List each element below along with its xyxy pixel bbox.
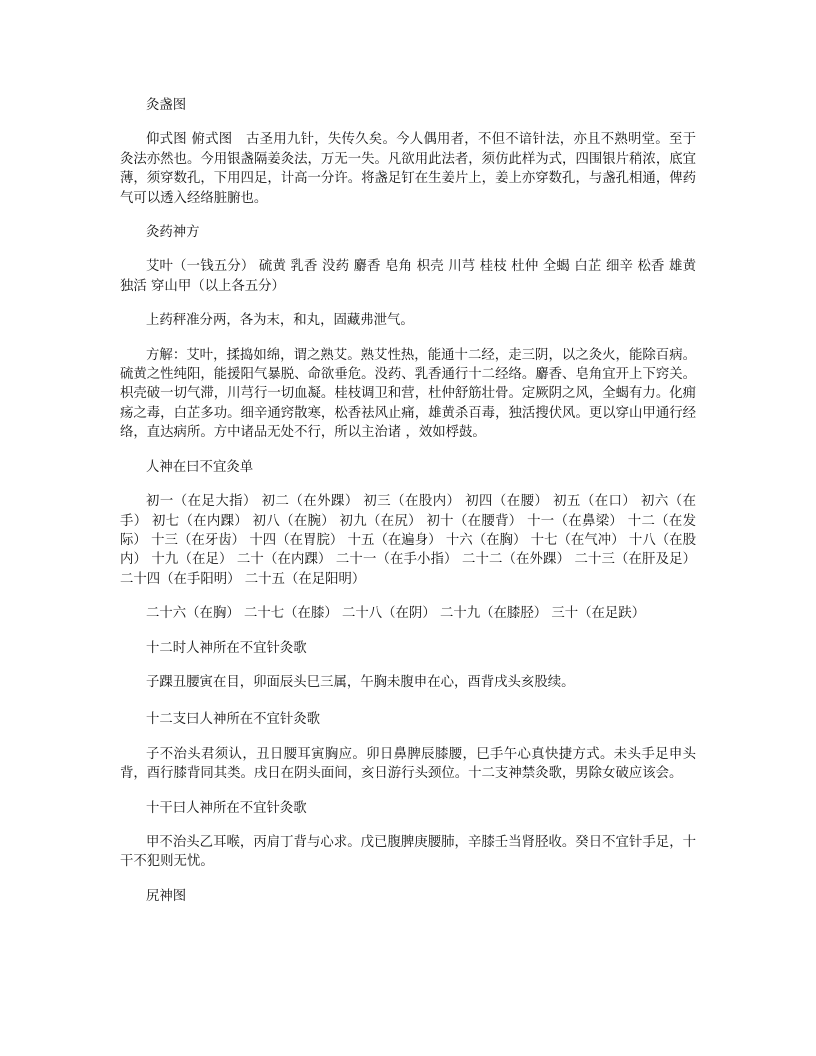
section-heading-ten-stems-song: 十干曰人神所在不宜针灸歌	[146, 800, 307, 816]
paragraph-daily-spirit-days-26-30: 二十六（在胸） 二十七（在膝） 二十八（在阴） 二十九（在膝胫） 三十（在足趺）	[146, 606, 646, 622]
paragraph-daily-spirit-days-1-25: 初一（在足大指） 初二（在外踝） 初三（在股内） 初四（在腰） 初五（在口） 初六（在手） 初七（在内踝） 初八（在腕） 初九（在尻） 初十（在腰背） 十一（在鼻梁） 十二（在发际） 十三（在牙齿） 十四（在胃脘） 十五（在遍身） 十六（在胸） 十七（在气冲） 十八（在股内） 十九（在足） 二十（在内踝） 二十一（在手小指） 二十二（在外踝） 二十三（在肝及足） 二十四（在手阳明） 二十五（在足阳明）	[120, 494, 696, 587]
section-heading-moxa-herbal-formula: 灸药神方	[146, 225, 200, 241]
section-heading-twelve-hours-song: 十二时人神所在不宜针灸歌	[146, 640, 307, 656]
paragraph-moxa-cup-description: 仰式图 俯式图 古圣用九针，失传久矣。今人偶用者，不但不谙针法，亦且不熟明堂。至于灸法亦然也。今用银盏隔姜灸法，万无一失。凡欲用此法者，须仿此样为式，四围银片稍浓，底宜薄，须穿数孔，下用四足，计高一分许。将盏足钉在生姜片上，姜上亦穿数孔，与盏孔相通，俾药气可以透入经络脏腑也。	[120, 132, 696, 206]
paragraph-formula-explanation: 方解：艾叶，揉捣如绵，谓之熟艾。熟艾性热，能通十二经，走三阴，以之灸火，能除百病。硫黄之性纯阳，能援阳气暴脱、命欲垂危。没药、乳香通行十二经络。麝香、皂角宜开上下窍关。枳壳破一切气滞，川芎行一切血凝。桂枝调卫和营，杜仲舒筋壮骨。定厥阴之风，全蝎有力。化痈疡之毒，白芷多功。细辛通窍散寒，松香祛风止痛，雄黄杀百毒，独活搜伏风。更以穿山甲通行经络，直达病所。方中诸品无处不行，所以主治诸 ，效如桴鼓。	[120, 347, 696, 441]
section-heading-twelve-branches-song: 十二支曰人神所在不宜针灸歌	[146, 712, 321, 728]
paragraph-formula-ingredients: 艾叶（一钱五分） 硫黄 乳香 没药 麝香 皂角 枳壳 川芎 桂枝 杜仲 全蝎 白芷 细辛 松香 雄黄独活 穿山甲（以上各五分）	[120, 259, 696, 294]
section-heading-daily-spirit-list: 人神在曰不宜灸单	[146, 459, 254, 475]
section-heading-coccyx-spirit-diagram: 尻神图	[146, 888, 187, 904]
paragraph-twelve-hours-song: 子踝丑腰寅在目，卯面辰头巳三属，午胸未腹申在心，酉背戌头亥股续。	[146, 674, 575, 690]
paragraph-ten-stems-song: 甲不治头乙耳喉，丙肩丁背与心求。戊已腹脾庚腰肺，辛膝壬当肾胫收。癸日不宜针手足，十干不犯则无忧。	[120, 834, 696, 870]
section-heading-moxa-cup-diagram: 灸盏图	[146, 98, 187, 113]
document-page	[120, 96, 696, 921]
paragraph-twelve-branches-song: 子不治头君须认，丑日腰耳寅胸应。卯日鼻脾辰膝腰，巳手午心真快捷方式。未头手足申头背，酉行膝背同其类。戌日在阴头面间，亥日游行头颈位。十二支神禁灸歌，男除女破应该会。	[120, 746, 696, 782]
paragraph-formula-preparation: 上药秤准分两，各为末，和丸，固藏弗泄气。	[146, 313, 414, 329]
